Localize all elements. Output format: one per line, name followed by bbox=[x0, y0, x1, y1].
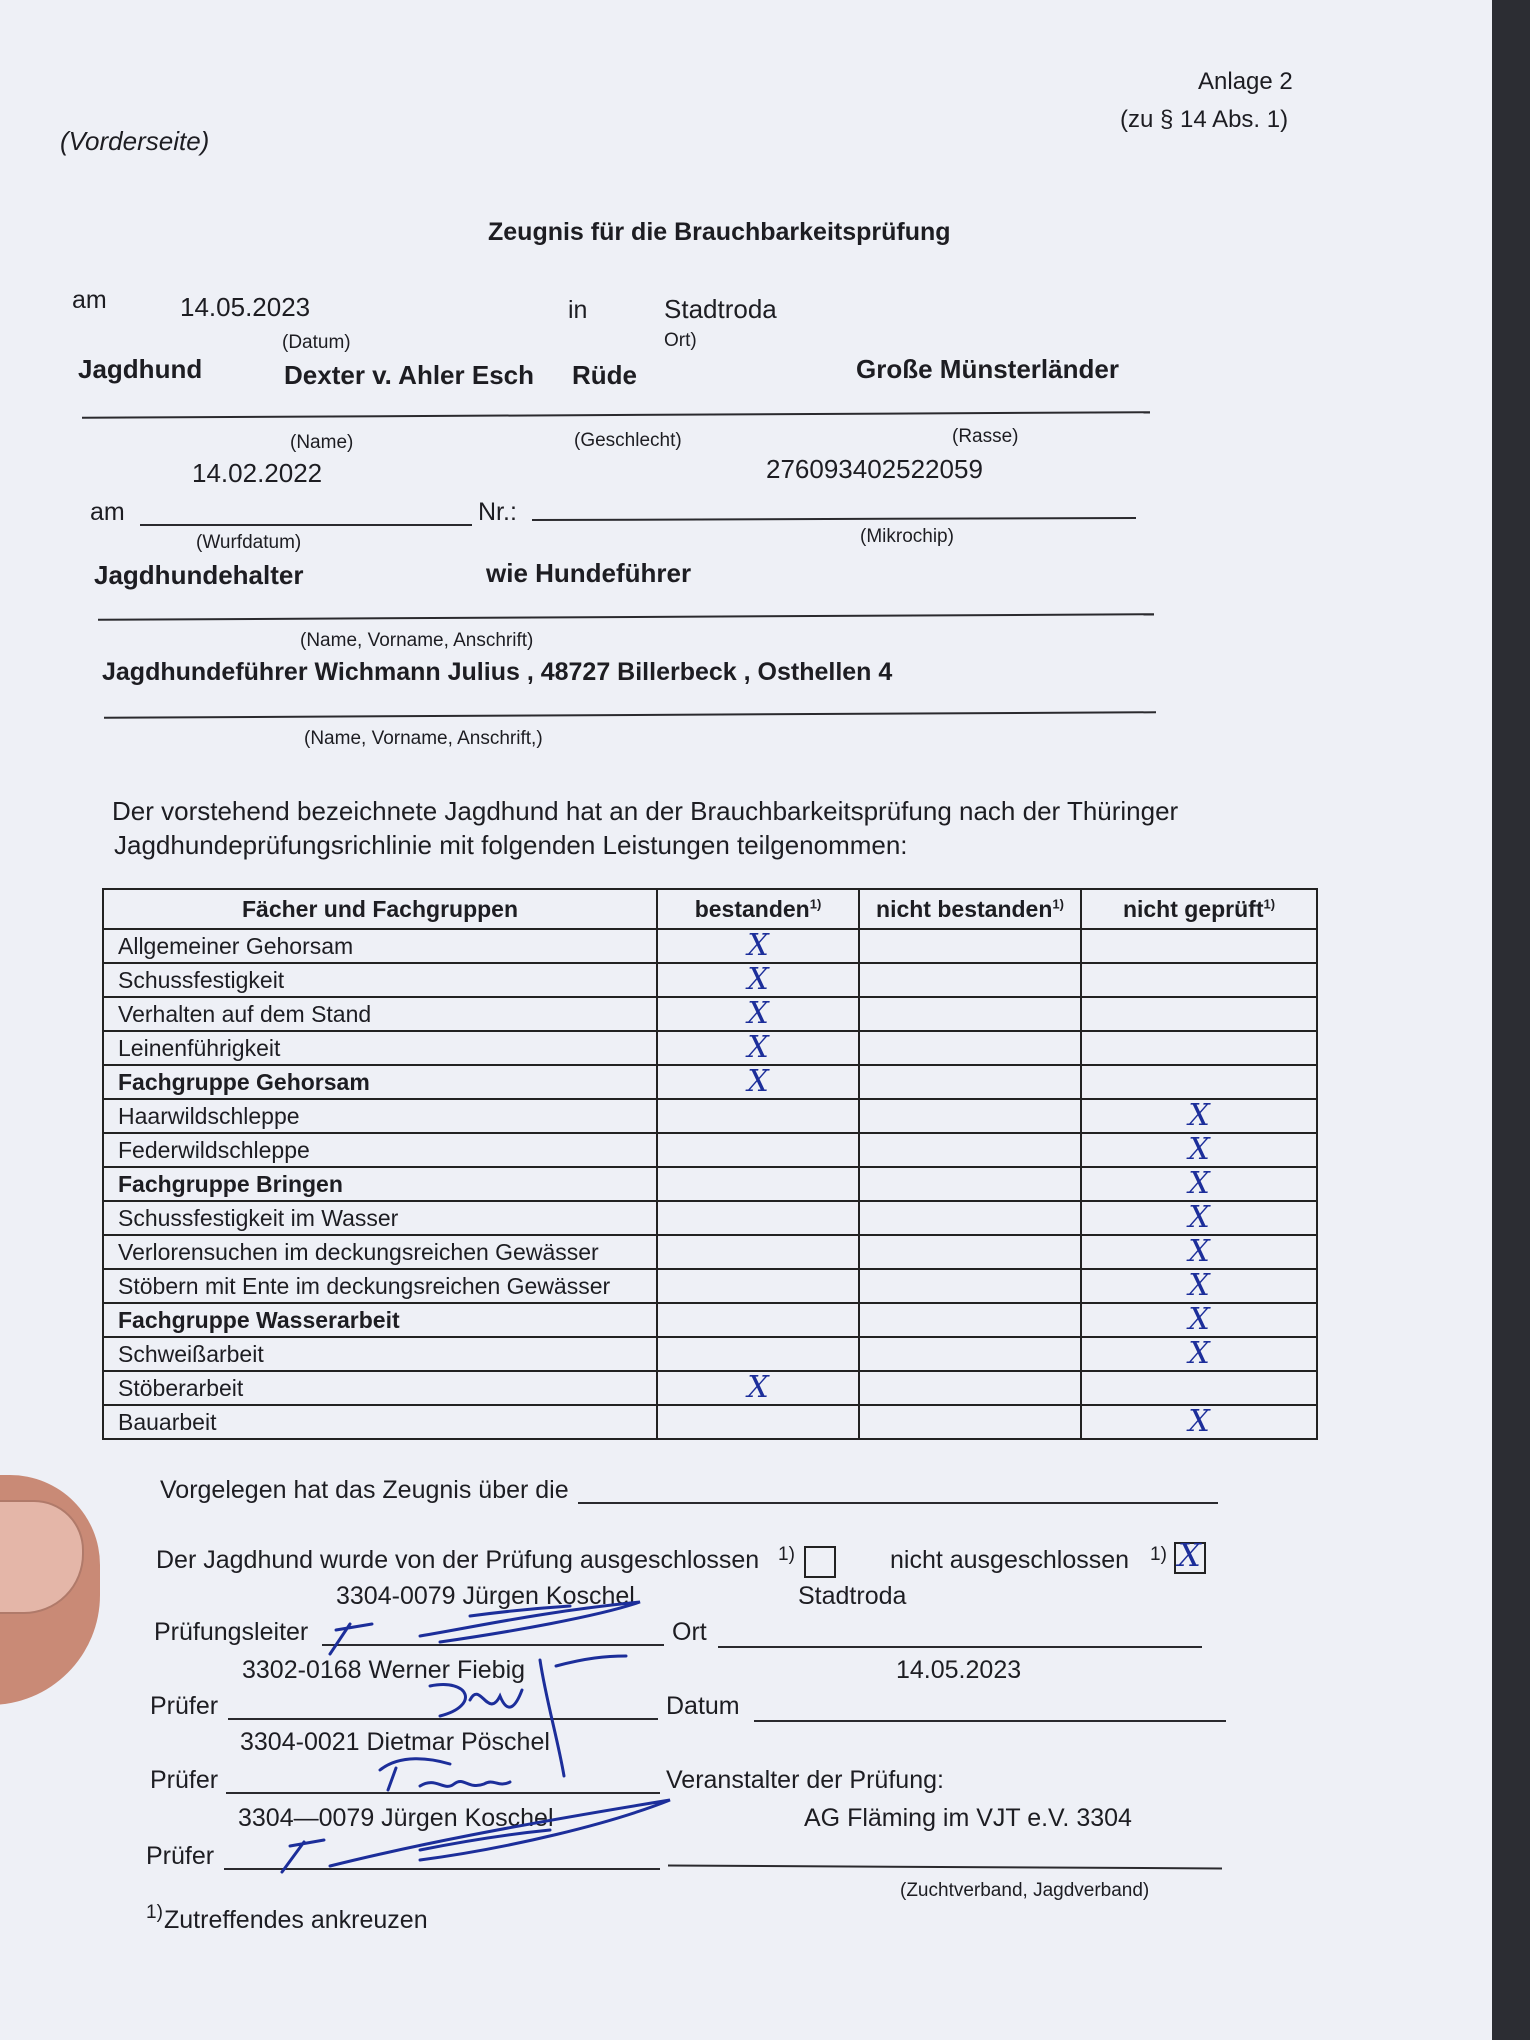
annex-reference: (zu § 14 Abs. 1) bbox=[1120, 106, 1289, 133]
examiner1-label: Prüfer bbox=[150, 1692, 219, 1720]
dog-name: Dexter v. Ahler Esch bbox=[284, 360, 534, 390]
document-title: Zeugnis für die Brauchbarkeitsprüfung bbox=[488, 218, 951, 246]
footnote-text: Zutreffendes ankreuzen bbox=[164, 1906, 428, 1934]
datum-label: Datum bbox=[666, 1692, 740, 1720]
handler-line: Jagdhundeführer Wichmann Julius , 48727 Billerbeck , Osthellen 4 bbox=[102, 658, 893, 686]
exam-date-caption: (Datum) bbox=[282, 332, 351, 353]
ort-value: Stadtroda bbox=[798, 1582, 907, 1610]
signature-examiner3 bbox=[282, 1800, 670, 1872]
subject-cell: Schussfestigkeit bbox=[103, 963, 657, 997]
subject-cell: Fachgruppe Wasserarbeit bbox=[103, 1303, 657, 1337]
header-failed: nicht bestanden$^{1)}$ bbox=[859, 889, 1081, 929]
dog-sex-caption: (Geschlecht) bbox=[574, 430, 682, 451]
birth-caption: (Wurfdatum) bbox=[196, 532, 302, 553]
untested-cell: X bbox=[1081, 1303, 1317, 1337]
passed-cell: X bbox=[657, 963, 859, 997]
page-side-label: (Vorderseite) bbox=[60, 126, 210, 156]
passed-cell: X bbox=[657, 997, 859, 1031]
dog-sex: Rüde bbox=[572, 360, 637, 390]
not-excluded-footnote: 1) bbox=[1150, 1544, 1167, 1565]
exam-place-label: in bbox=[568, 296, 588, 324]
untested-cell: X bbox=[1081, 1269, 1317, 1303]
dog-label: Jagdhund bbox=[78, 354, 203, 384]
owner-label: Jagdhundehalter bbox=[94, 560, 304, 590]
not-excluded-text: nicht ausgeschlossen bbox=[890, 1546, 1130, 1574]
dog-name-caption: (Name) bbox=[290, 432, 354, 453]
dog-breed: Große Münsterländer bbox=[856, 354, 1119, 384]
passed-cell: X bbox=[657, 929, 859, 963]
examiner2-label: Prüfer bbox=[150, 1766, 219, 1794]
presented-text: Vorgelegen hat das Zeugnis über die bbox=[160, 1476, 569, 1504]
excluded-footnote: 1) bbox=[778, 1544, 795, 1565]
untested-cell: X bbox=[1081, 1235, 1317, 1269]
leader-label: Prüfungsleiter bbox=[154, 1618, 309, 1646]
untested-cell: X bbox=[1081, 1133, 1317, 1167]
passed-cell: X bbox=[657, 1065, 859, 1099]
background-edge bbox=[1492, 0, 1530, 2040]
owner-caption: (Name, Vorname, Anschrift) bbox=[300, 630, 534, 651]
subject-cell: Leinenführigkeit bbox=[103, 1031, 657, 1065]
examiner2-name: 3304-0021 Dietmar Pöschel bbox=[240, 1728, 550, 1756]
chip-label: Nr.: bbox=[478, 498, 517, 526]
intro-line-2: Jagdhundeprüfungsrichlinie mit folgenden Leistungen teilgenommen: bbox=[114, 830, 908, 860]
chip-number: 276093402522059 bbox=[766, 454, 983, 484]
signature-examiner2 bbox=[380, 1759, 510, 1790]
owner-value: wie Hundeführer bbox=[486, 558, 692, 588]
subject-cell: Bauarbeit bbox=[103, 1405, 657, 1439]
subject-cell: Fachgruppe Bringen bbox=[103, 1167, 657, 1201]
subject-cell: Schweißarbeit bbox=[103, 1337, 657, 1371]
birth-date: 14.02.2022 bbox=[192, 458, 323, 488]
passed-cell: X bbox=[657, 1371, 859, 1405]
subject-cell: Federwildschleppe bbox=[103, 1133, 657, 1167]
footnote-mark: 1) bbox=[146, 1902, 163, 1923]
leader-name: 3304-0079 Jürgen Koschel bbox=[336, 1582, 635, 1610]
intro-line-1: Der vorstehend bezeichnete Jagdhund hat an der Brauchbarkeitsprüfung nach der Thüringer bbox=[112, 796, 1179, 826]
header-passed: bestanden$^{1)}$ bbox=[657, 889, 859, 929]
not-excluded-mark: X bbox=[1178, 1536, 1201, 1574]
untested-cell: X bbox=[1081, 1099, 1317, 1133]
untested-cell: X bbox=[1081, 1201, 1317, 1235]
handler-caption: (Name, Vorname, Anschrift,) bbox=[304, 728, 543, 749]
header-untested: nicht geprüft$^{1)}$ bbox=[1081, 889, 1317, 929]
signature-leader bbox=[330, 1602, 640, 1654]
organizer-label: Veranstalter der Prüfung: bbox=[666, 1766, 944, 1794]
subject-cell: Verlorensuchen im deckungsreichen Gewässer bbox=[103, 1235, 657, 1269]
examiner3-name: 3304—0079 Jürgen Koschel bbox=[238, 1804, 554, 1832]
subject-cell: Allgemeiner Gehorsam bbox=[103, 929, 657, 963]
subject-cell: Stöberarbeit bbox=[103, 1371, 657, 1405]
datum-value: 14.05.2023 bbox=[896, 1656, 1022, 1684]
subject-cell: Schussfestigkeit im Wasser bbox=[103, 1201, 657, 1235]
header-subjects: Fächer und Fachgruppen bbox=[103, 889, 657, 929]
subject-cell: Fachgruppe Gehorsam bbox=[103, 1065, 657, 1099]
excluded-text: Der Jagdhund wurde von der Prüfung ausgeschlossen bbox=[156, 1546, 760, 1574]
examiner3-label: Prüfer bbox=[146, 1842, 215, 1870]
exam-date: 14.05.2023 bbox=[180, 292, 311, 322]
signature-examiner1 bbox=[430, 1656, 626, 1776]
organizer-value: AG Fläming im VJT e.V. 3304 bbox=[804, 1804, 1132, 1832]
untested-cell: X bbox=[1081, 1337, 1317, 1371]
ort-label: Ort bbox=[672, 1618, 707, 1646]
exam-date-label: am bbox=[72, 286, 107, 314]
organizer-caption: (Zuchtverband, Jagdverband) bbox=[900, 1880, 1150, 1901]
annex-label: Anlage 2 bbox=[1198, 68, 1293, 95]
untested-cell: X bbox=[1081, 1167, 1317, 1201]
exam-place-caption: Ort) bbox=[664, 330, 697, 351]
chip-caption: (Mikrochip) bbox=[860, 526, 954, 547]
birth-label: am bbox=[90, 498, 125, 526]
examiner1-name: 3302-0168 Werner Fiebig bbox=[242, 1656, 526, 1684]
passed-cell: X bbox=[657, 1031, 859, 1065]
subject-cell: Stöbern mit Ente im deckungsreichen Gewässer bbox=[103, 1269, 657, 1303]
subject-cell: Verhalten auf dem Stand bbox=[103, 997, 657, 1031]
dog-breed-caption: (Rasse) bbox=[952, 426, 1019, 447]
exam-place: Stadtroda bbox=[664, 294, 777, 324]
subject-cell: Haarwildschleppe bbox=[103, 1099, 657, 1133]
untested-cell: X bbox=[1081, 1405, 1317, 1439]
